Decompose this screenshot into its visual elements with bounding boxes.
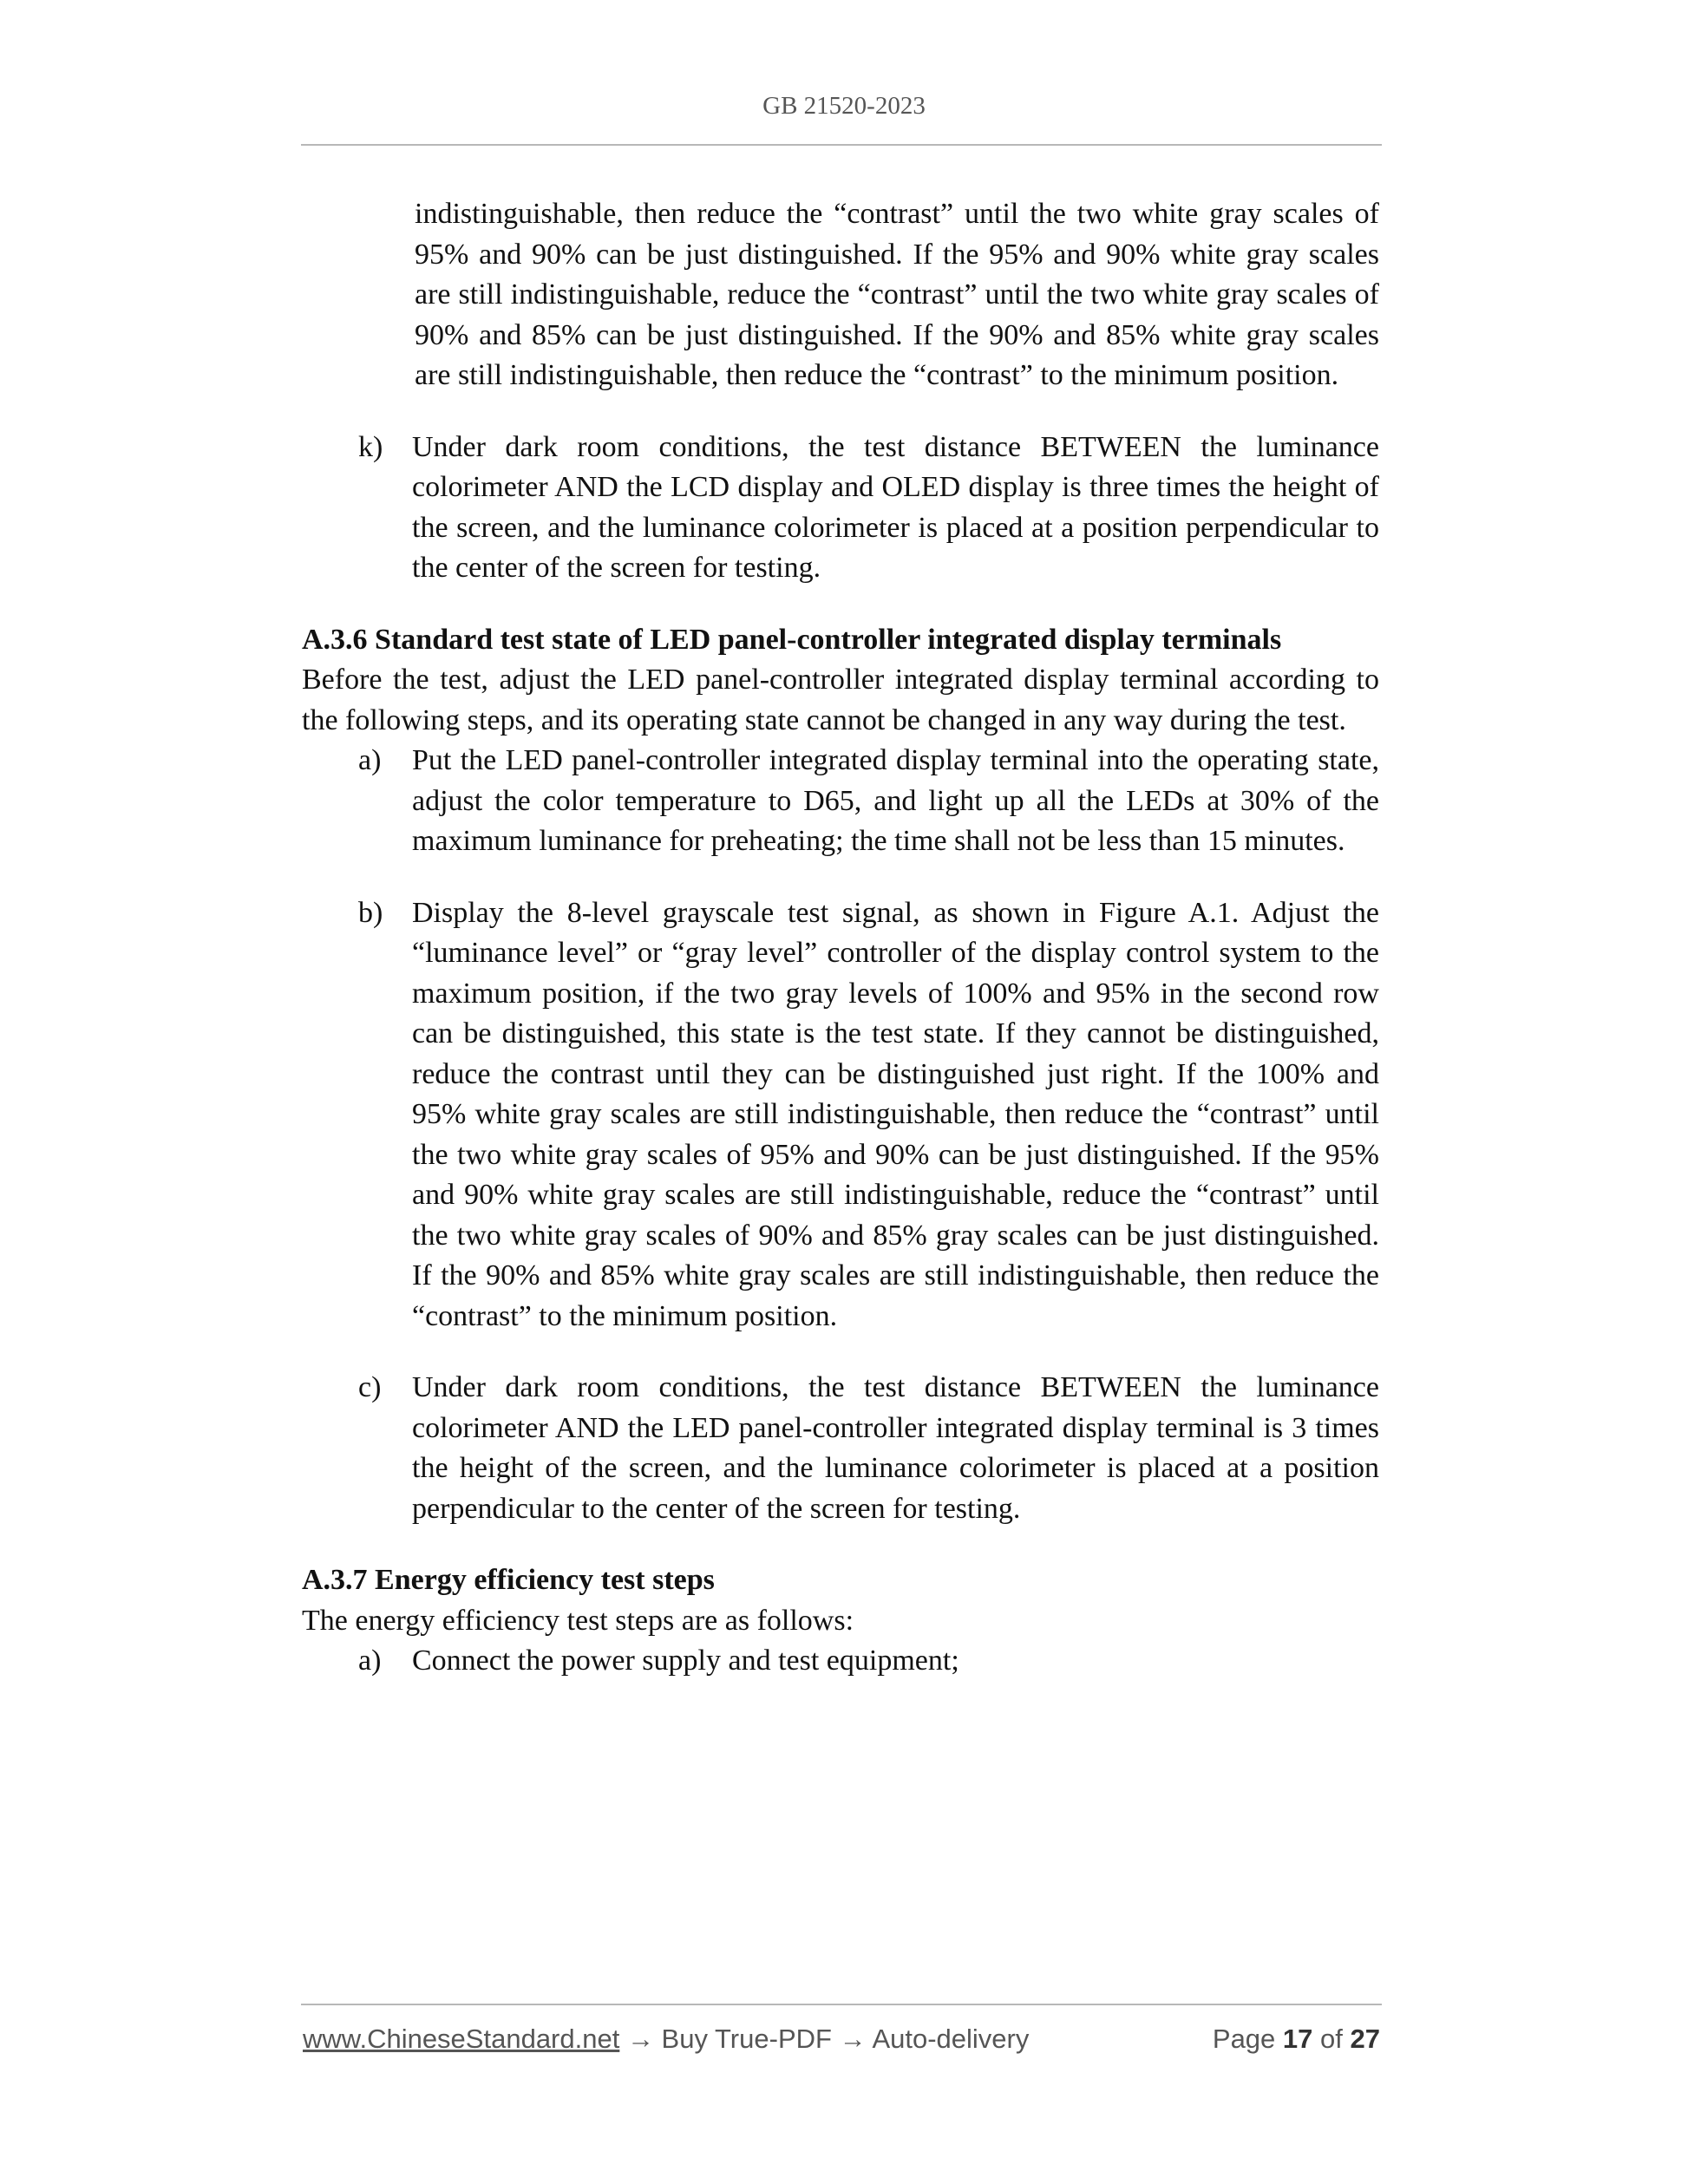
list-item-text: Connect the power supply and test equipment; [412,1645,959,1677]
section-intro-a36: Before the test, adjust the LED panel-controller integrated display terminal according to the following steps, and its operating state cannot be changed in any way during the test. [302,664,1379,736]
of-label: of [1320,2024,1343,2054]
list-item-text: Put the LED panel-controller integrated display terminal into the operating state, adjust the color temperature to D65, and light up all the LEDs at 30% of the maximum luminance for preheating; the time shall not be less than 15 minutes. [412,744,1379,857]
page-content [302,194,1379,1713]
list-item-label: k) [358,430,383,463]
continued-paragraph [415,194,1379,396]
standard-id-header: GB 21520-2023 [762,92,926,120]
list-item-label: a) [358,744,382,776]
header-rule [301,144,1382,146]
page-indicator [1213,2024,1380,2055]
page-label: Page [1212,2024,1276,2054]
total-pages: 27 [1350,2024,1380,2054]
list-item-label: c) [358,1371,382,1403]
section-heading-a36: A.3.6 Standard test state of LED panel-controller integrated display terminals [302,623,1282,656]
website-link[interactable]: www.ChineseStandard.net [303,2024,620,2054]
continued-text: indistinguishable, then reduce the “contrast” until the two white gray scales of 95% and 90% can be just distinguished. If the 95% and 90% white gray scales are still indistinguishable, reduce the “contrast” until the two white gray scales of 90% and 85% can be just distinguished. If the 90% and 85% white gray scales are still indistinguishable, then reduce the “contrast” to the minimum position. [415,198,1379,391]
purchase-nav-text: → Buy True-PDF → Auto-delivery [619,2024,1030,2054]
list-item-k [302,428,1379,589]
list-item-label: b) [358,896,383,929]
list-item-label: a) [358,1645,382,1677]
section-heading-a37: A.3.7 Energy efficiency test steps [302,1564,715,1596]
list-item-a37-a [302,1641,1379,1682]
list-item-text: Under dark room conditions, the test distance BETWEEN the luminance colorimeter AND the LED panel-controller integrated display terminal is 3 times the height of the screen, and the luminance colorimeter is placed at a position perpendicular to the center of the screen for testing. [412,1371,1379,1525]
footer-rule [301,2004,1382,2005]
page-number: 17 [1282,2024,1313,2054]
list-item-a36-c [302,1368,1379,1529]
list-item-a36-b [302,893,1379,1337]
list-item-a36-a [302,741,1379,862]
list-item-text: Under dark room conditions, the test distance BETWEEN the luminance colorimeter AND the LCD display and OLED display is three times the height of the screen, and the luminance colorimeter is placed at a position perpendicular to the center of the screen for testing. [412,430,1379,584]
list-item-text: Display the 8-level grayscale test signal, as shown in Figure A.1. Adjust the “luminance level” or “gray level” controller of the display control system to the maximum position, if the two gray levels of 100% and 95% in the second row can be distinguished, this state is the test state. If they cannot be distinguished, reduce the contrast until they can be distinguished just right. If the 100% and 95% white gray scales are still indistinguishable, then reduce the “contrast” until the two white gray scales of 95% and 90% can be just distinguished. If the 95% and 90% white gray scales are still indistinguishable, reduce the “contrast” until the two white gray scales of 90% and 85% gray scales can be just distinguished. If the 90% and 85% white gray scales are still indistinguishable, then reduce the “contrast” to the minimum position. [412,896,1379,1332]
section-intro-a37: The energy efficiency test steps are as follows: [302,1604,854,1637]
footer-links [303,2024,1029,2055]
